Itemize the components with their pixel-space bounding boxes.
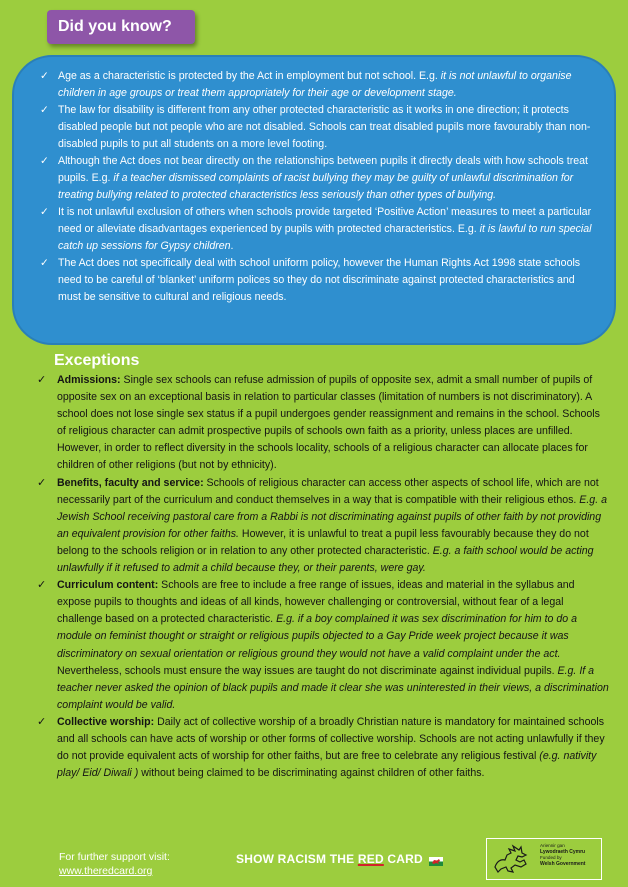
exception-text: without being claimed to be discriminating against children of other faiths.	[138, 767, 485, 780]
exception-label: Curriculum content:	[57, 579, 159, 592]
support-text: For further support visit:	[59, 851, 170, 863]
support-link[interactable]: www.theredcard.org	[59, 865, 153, 877]
exception-text: However, it is unlawful to treat a pupil less favourably because they do not belong to the schools religion or in relation to any other protected characteristic.	[57, 527, 589, 557]
did-you-know-title: Did you know?	[47, 10, 195, 44]
exception-item	[37, 577, 609, 714]
show-racism-logo	[236, 852, 443, 866]
exception-example: E.g. if a boy complained it was sex discrimination for him to do a module on feminist thought or straight or religious pupils objected to a Gay Pride week project because it was discriminatory on sexual orientation or religious ground they would not have a valid complaint under the act.	[57, 613, 577, 660]
wg-line3: Funded by	[540, 855, 562, 861]
exceptions-heading: Exceptions	[54, 352, 140, 369]
footer-support	[59, 850, 170, 878]
exception-item	[37, 372, 609, 475]
exception-label: Collective worship:	[57, 715, 155, 728]
exception-example: (e.g. nativity play/ Eid/ Diwali )	[57, 750, 597, 780]
did-you-know-panel	[12, 55, 616, 345]
did-you-know-item	[40, 255, 592, 306]
item-text: It is not unlawful exclusion of others when schools provide targeted ‘Positive Action’ measures to meet a particular need or alleviate disadvantages experienced by pupils with protected characteristics. E.g.	[58, 206, 592, 235]
exception-text: Schools are free to include a free range of issues, ideas and material in the syllabus and expose pupils to thoughts and ideas of all kinds, however challenging or controversial, without fear of a legal challenge based on a protected characteristic.	[57, 579, 575, 626]
item-text: The law for disability is different from any other protected characteristic as it works in one direction; it protects disabled people but not people who are not disabled. Schools can treat disabled pupils more favourably than non-disabled pupils to put all students on a more level footing.	[58, 104, 591, 150]
exception-label: Admissions:	[57, 374, 121, 386]
item-text: Although the Act does not bear directly on the relationships between pupils it directly deals with how schools treat pupils. E.g.	[58, 155, 588, 184]
dragon-icon	[491, 843, 531, 875]
wg-line1: Ariennir gan	[540, 843, 565, 848]
did-you-know-item	[40, 102, 592, 153]
item-example: it is not unlawful to organise children in age groups or treat them appropriately for their age or development stage.	[58, 70, 572, 99]
item-tail: .	[230, 240, 234, 252]
exception-label: Benefits, faculty and service:	[57, 476, 204, 489]
did-you-know-item	[40, 153, 592, 204]
exceptions-list	[37, 372, 609, 782]
wg-line2: Lywodraeth Cymru	[540, 848, 586, 855]
logo-text-part1: SHOW RACISM THE	[236, 852, 358, 866]
item-example: if a teacher dismissed complaints of racist bullying they may be guilty of unlawful discrimination for treating bullying related to protected characteristics less seriously than other types of bullying.	[58, 172, 574, 201]
exception-example: E.g. a Jewish School receiving pastoral care from a Rabbi is not discriminating against pupils of other faith by not providing an equivalent provision for other faiths.	[57, 493, 607, 540]
did-you-know-item	[40, 68, 592, 102]
exception-item	[37, 475, 609, 578]
did-you-know-list	[40, 68, 592, 306]
exception-text: Daily act of collective worship of a broadly Christian nature is mandatory for maintained schools and all schools can have acts of worship or other forms of collective worship. Schools are not acting unlawfully if they do not provide equivalent acts of worship for other faiths, but are free to celebrate any religious festival	[57, 715, 605, 763]
exception-text: Schools of religious character can access other aspects of school life, which are not necessarily part of the curriculum and conduct themselves in a way that is compatible with their religious ethos.	[57, 476, 599, 506]
exception-text: Nevertheless, schools must ensure the way issues are taught do not discriminate against individual pupils.	[57, 664, 558, 677]
exceptions-section	[37, 372, 609, 782]
item-text: The Act does not specifically deal with school uniform policy, however the Human Rights Act 1998 state schools need to be careful of ‘blanket’ uniform polices so they do not discriminate against protected characteristics and must be sensitive to cultural and religious needs.	[58, 257, 581, 303]
exception-example: E.g. If a teacher never asked the opinion of black pupils and made it clear she was uninterested in their views, a discrimination complaint would be valid.	[57, 664, 609, 711]
welsh-flag-icon	[429, 855, 443, 864]
exception-example: E.g. a faith school would be acting unlawfully if it refused to admit a child because they, or their parents, were gay.	[57, 544, 594, 575]
wg-line4: Welsh Government	[540, 860, 586, 867]
wg-text	[540, 843, 585, 867]
item-example: it is lawful to run special catch up sessions for Gypsy children	[58, 223, 592, 252]
exception-text: Single sex schools can refuse admission of pupils of opposite sex, admit a small number of pupils of opposite sex on an exceptional basis in relation to particular classes (limitation of numbers is not discriminatory). A school does not lose single sex status if a pupil undergoes gender reassignment and remains in the school. Schools of religious character can admit prospective pupils of schools own faith as a priority, unless places are unfilled. However, in order to reflect diversity in the schools locality, schools of a religious character can allocate places for children of other religions (but not by ethnicity).	[57, 374, 600, 472]
exception-item	[37, 714, 609, 782]
did-you-know-item	[40, 204, 592, 255]
logo-text-red: RED	[357, 852, 384, 866]
item-text: Age as a characteristic is protected by the Act in employment but not school. E.g.	[58, 70, 441, 82]
welsh-government-logo	[486, 838, 602, 880]
logo-text-part2: CARD	[383, 852, 423, 866]
